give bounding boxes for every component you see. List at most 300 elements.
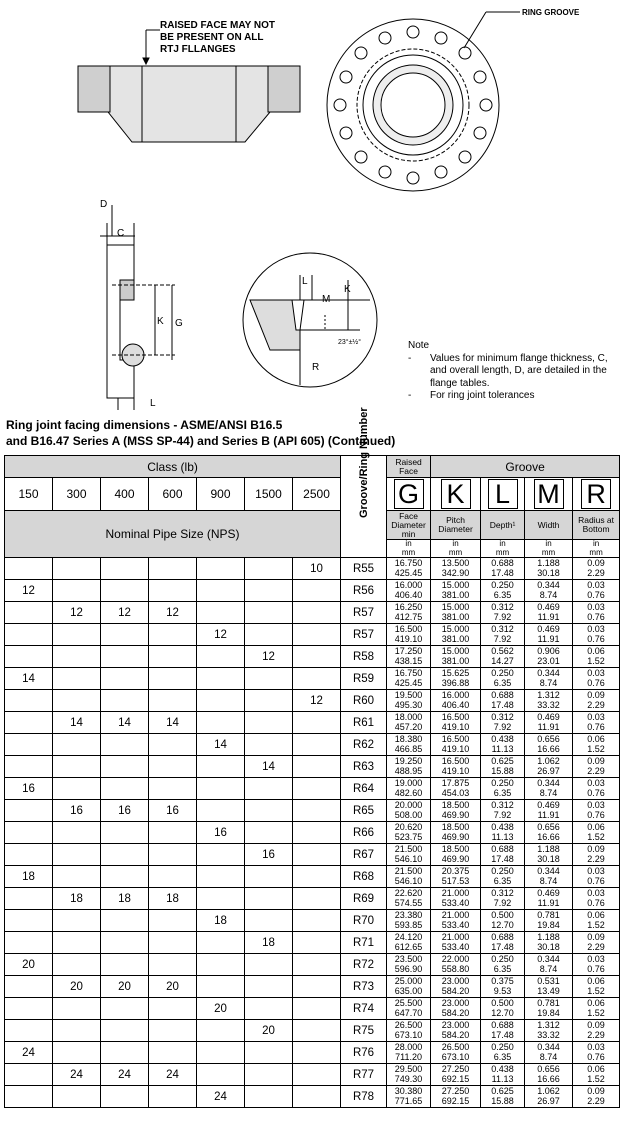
value-in: 1.188 <box>537 844 560 854</box>
nps-cell <box>293 976 341 998</box>
detail-k-label: K <box>344 284 351 295</box>
value-in: 0.09 <box>587 1086 605 1096</box>
value-in: 18.000 <box>394 712 423 722</box>
dim-l-cell <box>481 998 525 1020</box>
value-mm: 381.00 <box>441 611 470 622</box>
dim-r-cell <box>573 866 620 888</box>
value-mm: 425.45 <box>394 567 423 578</box>
value-in: 21.000 <box>441 932 470 942</box>
value-mm: 17.48 <box>491 567 514 578</box>
value-in: 0.09 <box>587 558 605 568</box>
dim-m-cell <box>525 646 573 668</box>
nps-cell <box>53 778 101 800</box>
nps-cell <box>293 624 341 646</box>
value-mm: 533.40 <box>441 919 470 930</box>
nps-cell <box>245 998 293 1020</box>
nps-cell: 12 <box>5 580 53 602</box>
dim-k-cell <box>431 1020 481 1042</box>
nps-cell <box>245 888 293 910</box>
value-in: 23.500 <box>394 954 423 964</box>
nps-cell <box>293 800 341 822</box>
nps-cell <box>5 932 53 954</box>
value-mm: 0.76 <box>587 633 605 644</box>
nps-cell: 24 <box>53 1064 101 1086</box>
nps-cell <box>149 932 197 954</box>
value-in: 18.380 <box>394 734 423 744</box>
nps-cell <box>293 954 341 976</box>
table-row <box>5 932 620 954</box>
dim-m-cell <box>525 756 573 778</box>
value-in: 0.562 <box>491 646 514 656</box>
value-in: 0.781 <box>537 910 560 920</box>
nps-cell: 24 <box>197 1086 245 1108</box>
dim-g-cell <box>387 822 431 844</box>
value-mm: 8.74 <box>539 677 558 688</box>
nps-cell <box>245 734 293 756</box>
dim-k-cell <box>431 822 481 844</box>
dim-l-cell <box>481 756 525 778</box>
dim-m-cell <box>525 998 573 1020</box>
dim-r-cell <box>573 646 620 668</box>
value-mm: 2.29 <box>587 765 605 776</box>
dim-k-cell <box>431 1042 481 1064</box>
dim-k-cell <box>431 954 481 976</box>
nps-cell <box>101 910 149 932</box>
nps-cell <box>5 690 53 712</box>
nps-cell <box>53 866 101 888</box>
nps-cell: 20 <box>53 976 101 998</box>
value-mm: 596.90 <box>394 963 423 974</box>
dim-l-cell <box>481 558 525 580</box>
value-in: 0.06 <box>587 734 605 744</box>
value-mm: 454.03 <box>441 787 470 798</box>
nps-cell <box>149 558 197 580</box>
nps-cell: 24 <box>5 1042 53 1064</box>
dim-m-cell <box>525 976 573 998</box>
dim-g-cell <box>387 690 431 712</box>
table-row <box>5 624 620 646</box>
nps-cell <box>101 866 149 888</box>
table-row <box>5 998 620 1020</box>
ring-number-cell: R76 <box>341 1042 387 1064</box>
nps-cell <box>245 602 293 624</box>
nps-cell <box>245 954 293 976</box>
dim-k-cell <box>431 1086 481 1108</box>
value-in: 20.375 <box>441 866 470 876</box>
nps-cell <box>197 646 245 668</box>
value-mm: 8.74 <box>539 1051 558 1062</box>
nps-cell: 16 <box>197 822 245 844</box>
value-in: 1.188 <box>537 558 560 568</box>
value-mm: 15.88 <box>491 1095 514 1106</box>
dim-m-cell <box>525 602 573 624</box>
value-mm: 26.97 <box>537 1095 560 1106</box>
value-in: 0.250 <box>491 1042 514 1052</box>
nps-cell <box>5 646 53 668</box>
dim-g-cell <box>387 646 431 668</box>
dim-m-cell <box>525 1086 573 1108</box>
nps-cell <box>293 822 341 844</box>
value-mm: 8.74 <box>539 963 558 974</box>
value-mm: 11.13 <box>491 743 514 754</box>
value-in: 0.03 <box>587 668 605 678</box>
nps-cell: 20 <box>149 976 197 998</box>
value-mm: 13.49 <box>537 985 560 996</box>
table-row <box>5 646 620 668</box>
units-cell: in mm <box>431 540 481 558</box>
dim-l-cell <box>481 976 525 998</box>
value-mm: 406.40 <box>394 589 423 600</box>
nps-cell <box>197 778 245 800</box>
value-mm: 11.13 <box>491 831 514 842</box>
nps-cell <box>197 1020 245 1042</box>
value-mm: 647.70 <box>394 1007 423 1018</box>
dim-l-cell <box>481 866 525 888</box>
nps-cell <box>245 1064 293 1086</box>
value-in: 0.312 <box>491 800 514 810</box>
value-mm: 11.91 <box>537 809 560 820</box>
nps-cell <box>5 624 53 646</box>
nps-cell <box>101 844 149 866</box>
flange-front-view <box>327 12 520 191</box>
nps-cell <box>5 602 53 624</box>
nps-cell <box>53 734 101 756</box>
ring-number-cell: R57 <box>341 602 387 624</box>
dim-d-label: D <box>100 199 108 210</box>
value-in: 16.750 <box>394 558 423 568</box>
note-title: Note <box>408 340 430 351</box>
value-in: 0.06 <box>587 976 605 986</box>
value-mm: 574.55 <box>394 897 423 908</box>
nps-cell <box>245 690 293 712</box>
ring-number-cell: R77 <box>341 1064 387 1086</box>
value-mm: 8.74 <box>539 787 558 798</box>
nps-cell <box>197 932 245 954</box>
table-row <box>5 888 620 910</box>
value-mm: 2.29 <box>587 699 605 710</box>
value-in: 0.250 <box>491 866 514 876</box>
col-radius: Radius at Bottom <box>573 511 620 540</box>
dim-l-cell <box>481 690 525 712</box>
dim-r-cell <box>573 888 620 910</box>
dim-g-cell <box>387 1086 431 1108</box>
dim-r-cell <box>573 1042 620 1064</box>
dim-m-cell <box>525 888 573 910</box>
value-in: 1.062 <box>537 756 560 766</box>
ring-number-cell: R56 <box>341 580 387 602</box>
value-mm: 425.45 <box>394 677 423 688</box>
dim-k-cell <box>431 558 481 580</box>
nps-cell <box>53 1042 101 1064</box>
value-mm: 469.90 <box>441 853 470 864</box>
value-in: 1.312 <box>537 1020 560 1030</box>
dim-m-cell <box>525 1020 573 1042</box>
value-mm: 16.66 <box>537 831 560 842</box>
value-mm: 558.80 <box>441 963 470 974</box>
value-in: 27.250 <box>441 1086 470 1096</box>
nps-cell: 18 <box>197 910 245 932</box>
nps-cell <box>53 756 101 778</box>
ring-number-cell: R57 <box>341 624 387 646</box>
value-mm: 0.76 <box>587 611 605 622</box>
nps-cell <box>53 580 101 602</box>
value-in: 0.312 <box>491 888 514 898</box>
nps-cell <box>149 690 197 712</box>
dim-m-cell <box>525 558 573 580</box>
value-in: 0.312 <box>491 624 514 634</box>
dim-m-cell <box>525 932 573 954</box>
value-in: 19.250 <box>394 756 423 766</box>
nps-cell <box>197 800 245 822</box>
dim-l-cell <box>481 954 525 976</box>
table-row <box>5 1064 620 1086</box>
ring-number-cell: R75 <box>341 1020 387 1042</box>
value-in: 0.469 <box>537 712 560 722</box>
value-mm: 2.29 <box>587 941 605 952</box>
nps-cell <box>101 646 149 668</box>
nps-cell <box>5 1086 53 1108</box>
value-mm: 15.88 <box>491 765 514 776</box>
nps-cell <box>53 910 101 932</box>
value-mm: 381.00 <box>441 655 470 666</box>
value-in: 0.03 <box>587 602 605 612</box>
table-row <box>5 668 620 690</box>
nps-cell: 12 <box>197 624 245 646</box>
value-mm: 533.40 <box>441 897 470 908</box>
value-in: 0.500 <box>491 998 514 1008</box>
dim-g-cell <box>387 932 431 954</box>
nps-cell <box>149 646 197 668</box>
value-in: 15.000 <box>441 624 470 634</box>
nps-cell <box>53 668 101 690</box>
value-mm: 6.35 <box>493 787 512 798</box>
units-cell: in mm <box>387 540 431 558</box>
raised-face-note-line-1: RAISED FACE MAY NOT <box>160 20 276 31</box>
value-mm: 635.00 <box>394 985 423 996</box>
value-mm: 6.35 <box>493 1051 512 1062</box>
value-in: 0.250 <box>491 668 514 678</box>
value-mm: 11.91 <box>537 897 560 908</box>
dim-k-cell <box>431 844 481 866</box>
groove-ring-header <box>341 406 387 558</box>
value-in: 0.09 <box>587 932 605 942</box>
value-in: 0.312 <box>491 602 514 612</box>
nps-cell <box>245 800 293 822</box>
dim-g-cell <box>387 976 431 998</box>
nps-cell <box>5 712 53 734</box>
value-in: 0.09 <box>587 1020 605 1030</box>
value-mm: 30.18 <box>537 567 560 578</box>
nps-cell <box>149 1042 197 1064</box>
ring-number-cell: R66 <box>341 822 387 844</box>
ring-number-cell: R78 <box>341 1086 387 1108</box>
nps-cell: 12 <box>101 602 149 624</box>
value-in: 0.375 <box>491 976 514 986</box>
value-mm: 0.76 <box>587 897 605 908</box>
value-mm: 11.91 <box>537 633 560 644</box>
nps-cell <box>149 778 197 800</box>
value-mm: 749.30 <box>394 1073 423 1084</box>
dim-r-cell <box>573 976 620 998</box>
value-mm: 466.85 <box>394 743 423 754</box>
nps-cell <box>293 712 341 734</box>
dim-l-label: L <box>150 398 156 409</box>
nps-cell: 12 <box>245 646 293 668</box>
value-mm: 517.53 <box>441 875 470 886</box>
value-mm: 12.70 <box>491 1007 514 1018</box>
col-depth: Depth¹ <box>481 511 525 540</box>
raised-face-header: Raised Face <box>387 456 431 478</box>
nps-cell <box>293 910 341 932</box>
value-in: 0.469 <box>537 602 560 612</box>
class-300: 300 <box>53 478 101 511</box>
value-in: 0.06 <box>587 1064 605 1074</box>
caption-line-1: Ring joint facing dimensions - ASME/ANSI B16.5 <box>6 418 283 432</box>
nps-cell: 16 <box>245 844 293 866</box>
value-mm: 508.00 <box>394 809 423 820</box>
value-mm: 533.40 <box>441 941 470 952</box>
value-in: 13.500 <box>441 558 470 568</box>
nps-cell <box>149 580 197 602</box>
value-in: 0.06 <box>587 998 605 1008</box>
dim-r-cell <box>573 756 620 778</box>
value-in: 23.000 <box>441 976 470 986</box>
value-mm: 0.76 <box>587 1051 605 1062</box>
dim-l-cell <box>481 580 525 602</box>
value-mm: 2.29 <box>587 1029 605 1040</box>
table-row <box>5 734 620 756</box>
nps-cell: 18 <box>149 888 197 910</box>
value-mm: 406.40 <box>441 699 470 710</box>
nps-cell: 14 <box>5 668 53 690</box>
nps-cell <box>197 888 245 910</box>
nps-cell <box>245 976 293 998</box>
value-mm: 8.74 <box>539 589 558 600</box>
nps-cell <box>5 558 53 580</box>
value-in: 23.000 <box>441 1020 470 1030</box>
class-900: 900 <box>197 478 245 511</box>
value-mm: 469.90 <box>441 831 470 842</box>
value-mm: 6.35 <box>493 963 512 974</box>
table-row <box>5 976 620 998</box>
value-mm: 7.92 <box>493 633 512 644</box>
dim-r-cell <box>573 734 620 756</box>
dim-l-cell <box>481 1042 525 1064</box>
nps-cell <box>53 646 101 668</box>
nps-cell <box>101 558 149 580</box>
dim-g-cell <box>387 954 431 976</box>
nps-cell: 20 <box>197 998 245 1020</box>
value-in: 0.03 <box>587 866 605 876</box>
dim-r-cell <box>573 954 620 976</box>
value-mm: 33.32 <box>537 1029 560 1040</box>
ring-number-cell: R73 <box>341 976 387 998</box>
ring-number-cell: R69 <box>341 888 387 910</box>
dim-m-cell <box>525 734 573 756</box>
nps-cell <box>293 844 341 866</box>
value-mm: 17.48 <box>491 853 514 864</box>
table-row <box>5 1086 620 1108</box>
value-in: 15.000 <box>441 646 470 656</box>
value-in: 19.000 <box>394 778 423 788</box>
table-row <box>5 558 620 580</box>
table-row <box>5 910 620 932</box>
value-mm: 546.10 <box>394 853 423 864</box>
value-in: 22.000 <box>441 954 470 964</box>
ring-number-cell: R62 <box>341 734 387 756</box>
value-in: 16.500 <box>394 624 423 634</box>
dim-m-cell <box>525 624 573 646</box>
nps-cell <box>101 690 149 712</box>
value-in: 22.620 <box>394 888 423 898</box>
value-in: 16.500 <box>441 712 470 722</box>
dim-m-cell <box>525 844 573 866</box>
value-mm: 412.75 <box>394 611 423 622</box>
value-in: 0.906 <box>537 646 560 656</box>
dim-k-cell <box>431 690 481 712</box>
ring-number-cell: R59 <box>341 668 387 690</box>
units-cell: in mm <box>573 540 620 558</box>
nps-cell <box>149 844 197 866</box>
dim-r-cell <box>573 844 620 866</box>
value-in: 0.438 <box>491 734 514 744</box>
dim-g-cell <box>387 580 431 602</box>
value-mm: 14.27 <box>491 655 514 666</box>
dim-r-cell <box>573 624 620 646</box>
dim-k-cell <box>431 624 481 646</box>
value-in: 16.500 <box>441 756 470 766</box>
nps-cell <box>293 756 341 778</box>
dim-l-cell <box>481 910 525 932</box>
note-item: - For ring joint tolerances <box>408 390 535 401</box>
dim-g-cell <box>387 910 431 932</box>
table-row <box>5 1042 620 1064</box>
nps-cell: 12 <box>53 602 101 624</box>
nps-cell <box>53 844 101 866</box>
value-in: 16.000 <box>441 690 470 700</box>
nps-cell: 20 <box>245 1020 293 1042</box>
value-mm: 16.66 <box>537 743 560 754</box>
dim-l-cell <box>481 1064 525 1086</box>
dim-m-cell <box>525 954 573 976</box>
value-in: 23.000 <box>441 998 470 1008</box>
nps-cell <box>5 976 53 998</box>
value-mm: 1.52 <box>587 985 605 996</box>
nps-cell: 18 <box>101 888 149 910</box>
value-in: 0.688 <box>491 690 514 700</box>
nps-cell <box>5 844 53 866</box>
dim-k-cell <box>431 580 481 602</box>
nps-cell <box>245 866 293 888</box>
detail-m-label: M <box>322 294 331 305</box>
value-in: 16.000 <box>394 580 423 590</box>
nps-cell <box>149 822 197 844</box>
nps-cell <box>53 998 101 1020</box>
table-row <box>5 690 620 712</box>
dim-m-cell <box>525 580 573 602</box>
dim-k-cell <box>431 778 481 800</box>
nps-cell <box>293 1020 341 1042</box>
value-mm: 396.88 <box>441 677 470 688</box>
value-mm: 711.20 <box>395 1051 422 1062</box>
class-header: Class (lb) <box>5 456 341 478</box>
class-2500: 2500 <box>293 478 341 511</box>
nps-cell <box>197 1042 245 1064</box>
value-mm: 1.52 <box>587 743 605 754</box>
dim-m-cell <box>525 690 573 712</box>
dim-r-cell <box>573 932 620 954</box>
value-mm: 7.92 <box>493 721 512 732</box>
